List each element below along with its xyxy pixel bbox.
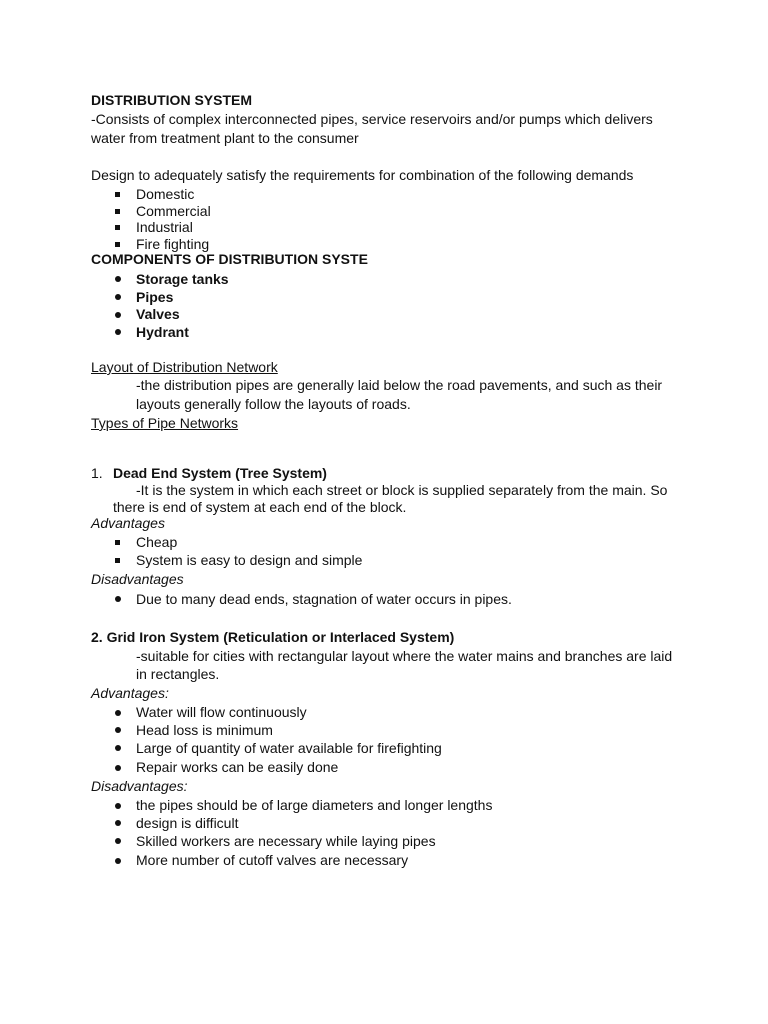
grid-iron-advantages-label: Advantages:: [91, 685, 169, 701]
bullet-icon: [115, 596, 121, 602]
square-bullet-icon: [115, 540, 120, 545]
square-bullet-icon: [115, 242, 120, 247]
bullet-icon: [115, 745, 121, 751]
dead-end-advantage: Cheap: [136, 534, 178, 550]
dead-end-text-line-1: -It is the system in which each street or block is supplied separately from the main. So: [136, 482, 668, 498]
component-item: Storage tanks: [136, 271, 229, 287]
grid-iron-text-line-2: in rectangles.: [136, 666, 220, 682]
design-intro: Design to adequately satisfy the requirements for combination of the following demands: [91, 167, 634, 183]
dead-end-advantage: System is easy to design and simple: [136, 552, 363, 568]
definition-line-2: water from treatment plant to the consumer: [91, 130, 359, 146]
grid-iron-advantage: Water will flow continuously: [136, 704, 307, 720]
dead-end-title: Dead End System (Tree System): [113, 465, 327, 481]
dead-end-advantages-label: Advantages: [91, 515, 165, 531]
grid-iron-advantage: Large of quantity of water available for firefighting: [136, 740, 442, 756]
demand-item: Industrial: [136, 219, 193, 235]
grid-iron-advantage: Repair works can be easily done: [136, 759, 339, 775]
document-title: DISTRIBUTION SYSTEM: [91, 92, 253, 108]
demand-item: Fire fighting: [136, 236, 210, 252]
bullet-icon: [115, 312, 121, 318]
bullet-icon: [115, 820, 121, 826]
square-bullet-icon: [115, 225, 120, 230]
square-bullet-icon: [115, 558, 120, 563]
grid-iron-disadvantage: Skilled workers are necessary while laying pipes: [136, 833, 436, 849]
bullet-icon: [115, 329, 121, 335]
demand-item: Domestic: [136, 186, 195, 202]
definition-line-1: -Consists of complex interconnected pipes, service reservoirs and/or pumps which delivers: [91, 111, 653, 127]
layout-heading: Layout of Distribution Network: [91, 359, 278, 375]
bullet-icon: [115, 276, 121, 282]
grid-iron-disadvantage: More number of cutoff valves are necessary: [136, 852, 409, 868]
dead-end-text-line-2: there is end of system at each end of the block.: [113, 499, 407, 515]
grid-iron-title: 2. Grid Iron System (Reticulation or Interlaced System): [91, 629, 455, 645]
grid-iron-disadvantage: design is difficult: [136, 815, 239, 831]
component-item: Pipes: [136, 289, 174, 305]
grid-iron-advantage: Head loss is minimum: [136, 722, 273, 738]
bullet-icon: [115, 838, 121, 844]
grid-iron-text-line-1: -suitable for cities with rectangular layout where the water mains and branches are laid: [136, 648, 673, 664]
bullet-icon: [115, 710, 121, 716]
bullet-icon: [115, 765, 121, 771]
component-item: Valves: [136, 306, 180, 322]
bullet-icon: [115, 803, 121, 809]
square-bullet-icon: [115, 192, 120, 197]
dead-end-disadvantages-label: Disadvantages: [91, 571, 184, 587]
grid-iron-disadvantage: the pipes should be of large diameters and longer lengths: [136, 797, 493, 813]
component-item: Hydrant: [136, 324, 189, 340]
types-heading: Types of Pipe Networks: [91, 415, 239, 431]
demand-item: Commercial: [136, 203, 211, 219]
bullet-icon: [115, 727, 121, 733]
dead-end-number: 1.: [91, 465, 103, 481]
grid-iron-disadvantages-label: Disadvantages:: [91, 778, 188, 794]
bullet-icon: [115, 294, 121, 300]
square-bullet-icon: [115, 209, 120, 214]
layout-text-line-1: -the distribution pipes are generally laid below the road pavements, and such as their: [136, 377, 663, 393]
dead-end-disadvantage: Due to many dead ends, stagnation of water occurs in pipes.: [136, 591, 512, 607]
layout-text-line-2: layouts generally follow the layouts of roads.: [136, 396, 411, 412]
bullet-icon: [115, 858, 121, 864]
components-heading: COMPONENTS OF DISTRIBUTION SYSTE: [91, 251, 368, 267]
